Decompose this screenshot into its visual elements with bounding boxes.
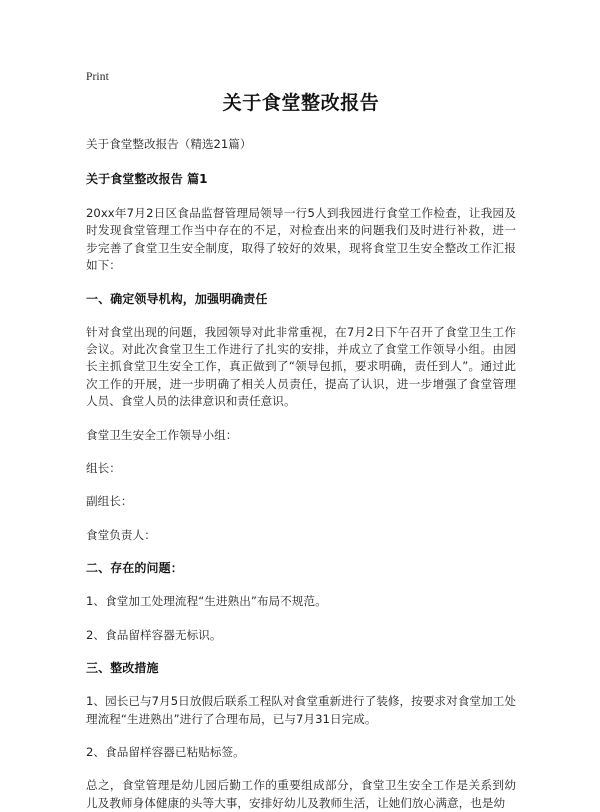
content-paragraph: 组长： <box>86 461 121 476</box>
content-paragraph: 总之，食堂管理是幼儿园后勤工作的重要组成部分，食堂卫生安全工作是关系到幼儿及教师身体健康的头等大事，安排好幼儿及教师生活，让她们放心满意，也是幼 <box>86 778 516 810</box>
content-paragraph: 副组长： <box>86 494 133 509</box>
article-content <box>86 205 516 812</box>
document-body <box>86 90 516 812</box>
page-title: 关于食堂整改报告 <box>222 92 380 114</box>
content-paragraph: 食堂负责人： <box>86 527 156 542</box>
content-paragraph: 1、食堂加工处理流程“生进熟出”布局不规范。 <box>86 594 327 609</box>
content-paragraph: 1、园长已与7月5日放假后联系工程队对食堂重新进行了装修，按要求对食堂加工处理流程“生进熟出”进行了合理布局，已与7月31日完成。 <box>86 694 516 726</box>
article-section-title: 关于食堂整改报告 篇1 <box>86 172 208 186</box>
print-toolbar <box>86 68 109 84</box>
content-heading: 三、整改措施 <box>86 661 159 676</box>
content-paragraph: 2、食品留样容器无标识。 <box>86 627 222 642</box>
content-paragraph: 针对食堂出现的问题，我园领导对此非常重视，在7月2日下午召开了食堂卫生工作会议。对此次食堂卫生工作进行了扎实的安排，并成立了食堂工作领导小组。由园长主抓食堂卫生安全工作，真正做到了“领导包抓，要求明确，责任到人”。通过此次工作的开展，进一步明确了相关人员责任，提高了认识，进一步增强了食堂管理人员、食堂人员的法律意识和责任意识。 <box>86 324 516 409</box>
document-subtitle: 关于食堂整改报告（精选21篇） <box>86 137 252 151</box>
content-paragraph: 20xx年7月2日区食品监督管理局领导一行5人到我园进行食堂工作检查，让我园及时发现食堂管理工作当中存在的不足，对检查出来的问题我们及时进行补救，进一步完善了食堂卫生安全制度，取得了较好的效果，现将食堂卫生安全整改工作汇报如下： <box>86 206 516 273</box>
content-heading: 一、确定领导机构，加强明确责任 <box>86 291 268 306</box>
print-button[interactable]: Print <box>86 71 109 83</box>
content-paragraph: 食堂卫生安全工作领导小组： <box>86 427 238 442</box>
content-heading: 二、存在的问题： <box>86 561 183 576</box>
content-paragraph: 2、食品留样容器已粘贴标签。 <box>86 744 245 759</box>
